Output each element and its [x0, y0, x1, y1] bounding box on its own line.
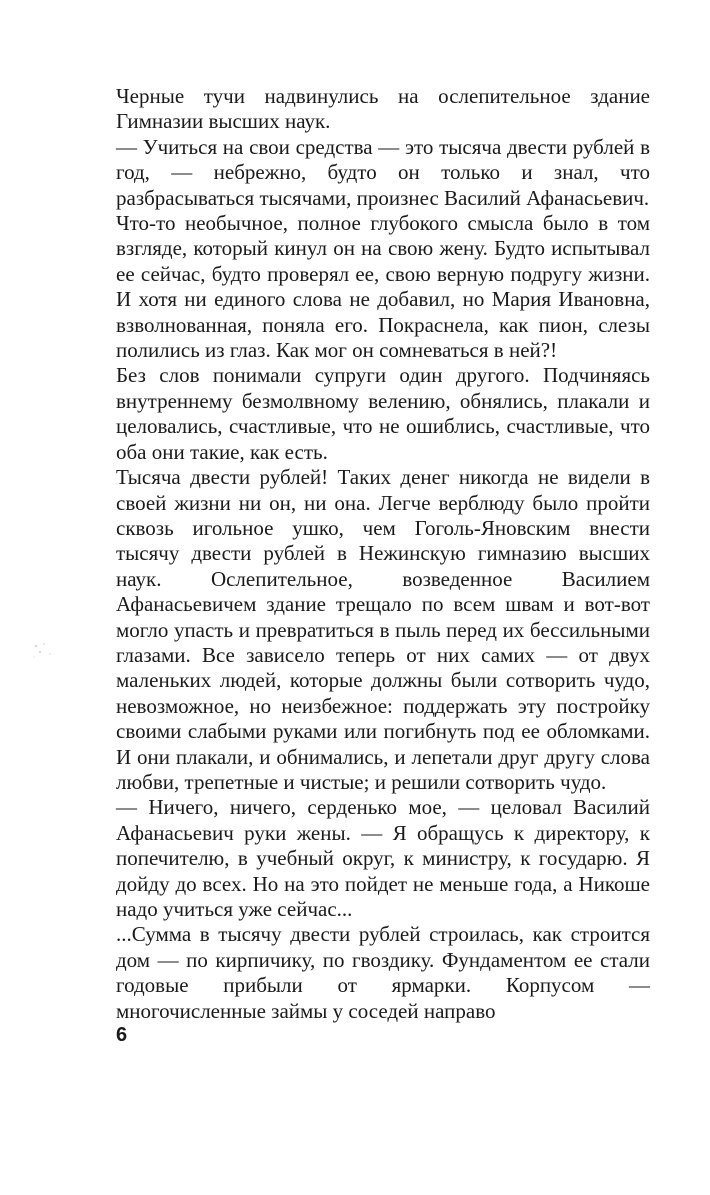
paragraph-4: Без слов понимали супруги один другого. Подчиняясь внутреннему безмолвному велению, обнялись, плакали и целовались, счастливые, что не ошиблись, счастливые, что оба они такие, как есть. [116, 363, 650, 464]
paper-smudge-mark [30, 640, 56, 662]
body-text [116, 84, 650, 1024]
paragraph-2: — Учиться на свои средства — это тысяча двести рублей в год, — небрежно, будто он только и знал, что разбрасываться тысячами, произнес Василий Афанасьевич. [116, 134, 650, 210]
paragraph-6: — Ничего, ничего, серденько мое, — целовал Василий Афанасьевич руки жены. — Я обращусь к директору, к попечителю, в учебный округ, к министру, к государю. Я дойду до всех. Но на это пойдет не меньше года, а Никоше надо учиться уже сейчас... [116, 795, 650, 921]
paragraph-5: Тысяча двести рублей! Таких денег никогда не видели в своей жизни ни он, ни она. Легче верблюду было пройти сквозь игольное ушко, чем Гоголь-Яновским внести тысячу двести рублей в Нежинскую гимназию высших наук. Ослепительное, возведенное Василием Афанасьевичем здание трещало по всем швам и вот-вот могло упасть и превратиться в пыль перед их бессильными глазами. Все зависело теперь от них самих — от двух маленьких людей, которые должны были сотворить чудо, невозможное, но неизбежное: поддержать эту постройку своими слабыми руками или погибнуть под ее обломками. И они плакали, и обнимались, и лепетали друг другу слова любви, трепетные и чистые; и решили сотворить чудо. [116, 465, 650, 794]
paragraph-7: ...Сумма в тысячу двести рублей строилась, как строится дом — по кирпичику, по гвоздику. Фундаментом ее стали годовые прибыли от ярмарки. Корпусом — многочисленные займы у соседей направо [116, 922, 650, 1023]
paragraph-3: Что-то необычное, полное глубокого смысла было в том взгляде, который кинул он на свою жену. Будто испытывал ее сейчас, будто проверял ее, свою верную подругу жизни. И хотя ни единого слова не добавил, но Мария Ивановна, взволнованная, поняла его. Покраснела, как пион, слезы полились из глаз. Как мог он сомневаться в ней?! [116, 211, 650, 363]
page-number: 6 [116, 1024, 128, 1046]
paragraph-1: Черные тучи надвинулись на ослепительное здание Гимназии высших наук. [116, 84, 650, 134]
